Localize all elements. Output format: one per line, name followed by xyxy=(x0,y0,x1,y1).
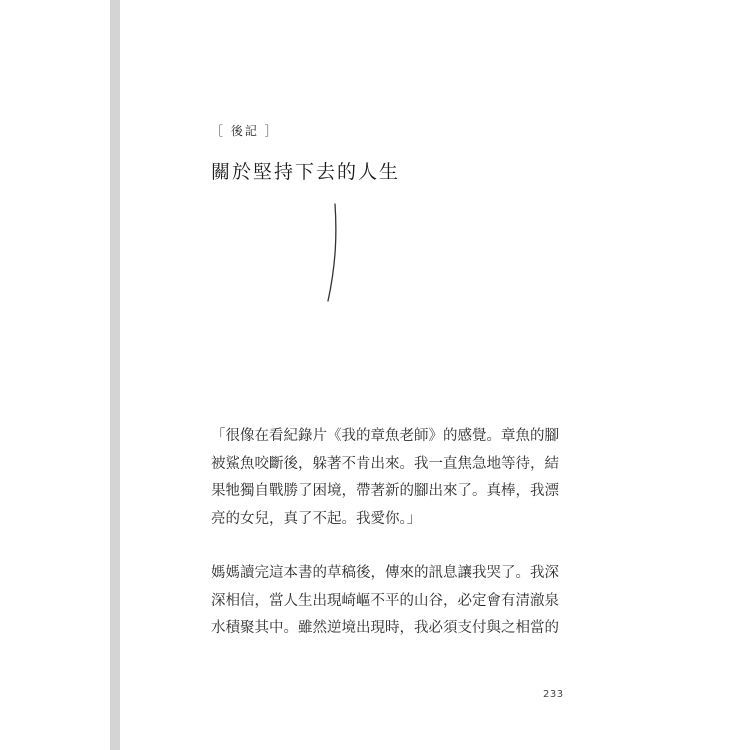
body-text xyxy=(211,423,581,643)
decorative-stroke xyxy=(318,200,348,308)
chapter-title: 關於堅持下去的人生 xyxy=(211,161,401,183)
paragraph-line: 水積聚其中。雖然逆境出現時，我必須支付與之相當的 xyxy=(211,620,559,636)
paragraph-line: 媽媽讀完這本書的草稿後，傳來的訊息讓我哭了。我深 xyxy=(211,565,559,581)
paragraph-line: 果牠獨自戰勝了困境，帶著新的腳出來了。真棒，我漂 xyxy=(211,483,559,499)
page-number: 233 xyxy=(543,689,564,700)
paragraph-line: 被鯊魚咬斷後，躲著不肯出來。我一直焦急地等待，結 xyxy=(211,455,559,472)
section-tag: ［ 後記 ］ xyxy=(211,124,279,138)
paragraph-line: 「很像在看紀錄片《我的章魚老師》的感覺。章魚的腳 xyxy=(211,428,559,444)
paragraph-line: 深相信，當人生出現崎嶇不平的山谷，必定會有清澈泉 xyxy=(211,592,559,609)
paragraph-line: 亮的女兒，真了不起。我愛你。」 xyxy=(211,510,422,527)
paragraph-1 xyxy=(211,423,581,533)
paragraph-2 xyxy=(211,560,581,643)
page-gutter xyxy=(110,0,120,750)
